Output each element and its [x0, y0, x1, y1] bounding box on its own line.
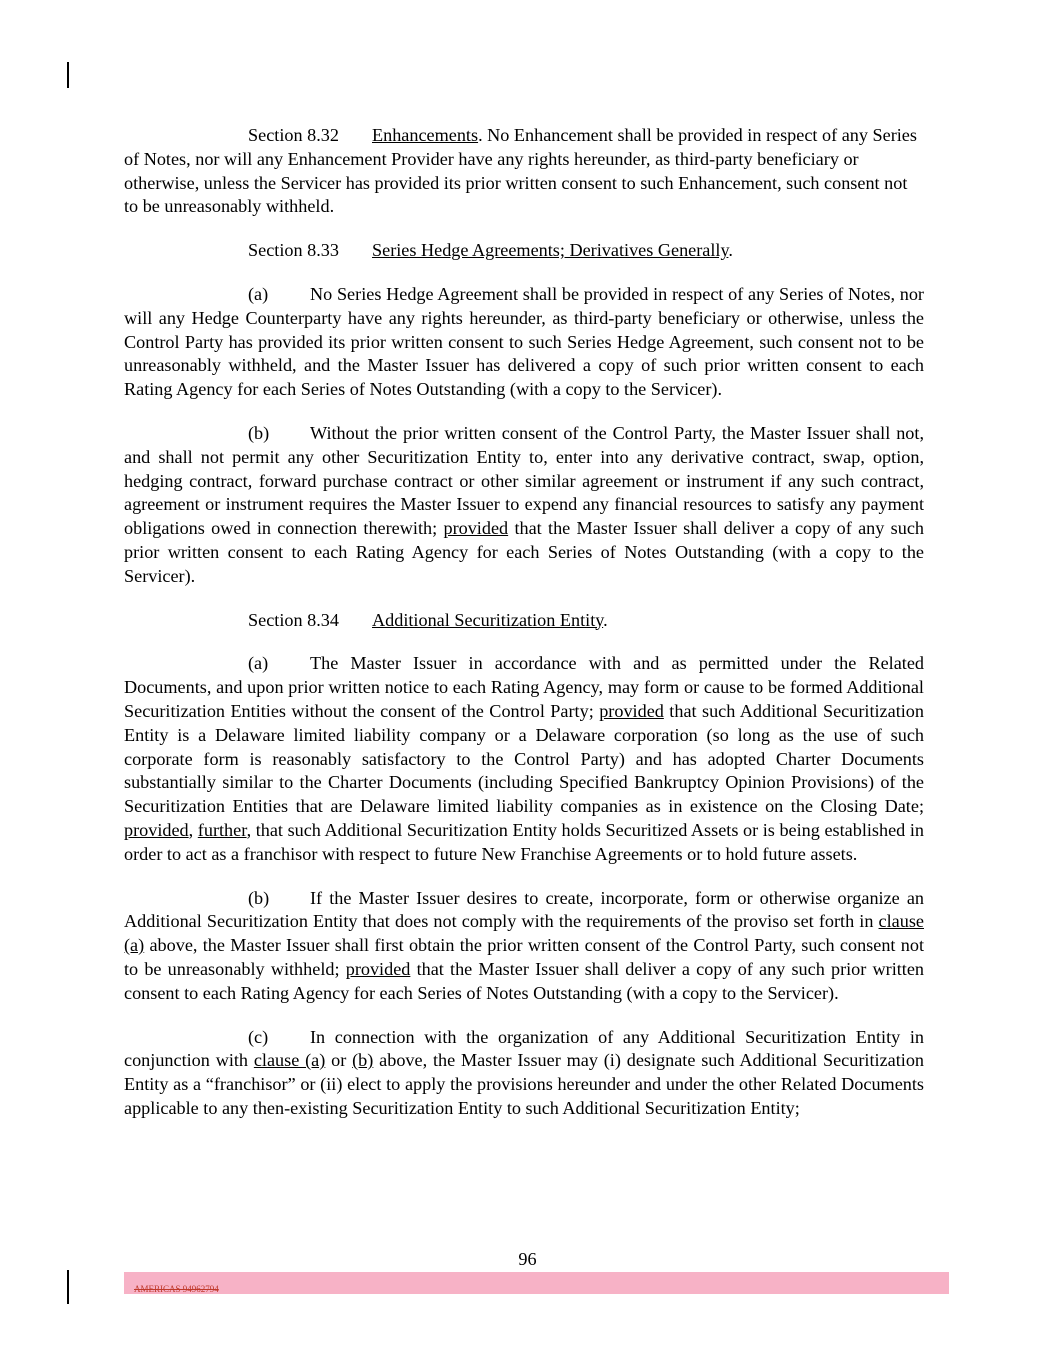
provided-term: provided: [345, 958, 411, 979]
section-title: Additional Securitization Entity: [372, 609, 604, 630]
paragraph-text: above, the Master Issuer shall first obtain the prior written consent of the Control Party, such consent not to be unreasonably withheld;: [124, 935, 925, 979]
paragraph-text: The Master Issuer in accordance with and as permitted under the Related Documents, and upon prior written notice to each Rating Agency, may form or cause to be formed Additional Securitization Entities without the consent of the Control Party;: [124, 653, 924, 721]
paragraph-label: (b): [248, 887, 270, 908]
paragraph-text: In connection with the organization of any Additional Securitization Entity in conjunction with: [124, 1026, 924, 1071]
section-number: Section 8.33: [248, 240, 339, 261]
section-number: Section 8.32: [248, 125, 339, 145]
paragraph-8-34-a: (a) The Master Issuer in accordance with and as permitted under the Related Documents, and upon prior written notice to each Rating Agency, may form or cause to be formed Additional Securitization Entities without the consent of the Control Party; provided that such Additional Securitization Entity is a Delaware limited liability company or a Delaware corporation (so long as the use of such corporate form is reasonably satisfactory to the Control Party) and has adopted Charter Documents substantially similar to the Charter Documents (including Specified Bankruptcy Opinion Provisions) of the Securitization Entities that are Delaware limited liability companies as in existence on the Closing Date; provided, further, that such Additional Securitization Entity holds Securitized Assets or is being established in order to act as a franchisor with respect to future New Franchise Agreements or to hold future assets.: [124, 653, 924, 864]
paragraph-text: No Series Hedge Agreement shall be provided in respect of any Series of Notes, nor will any Hedge Counterparty have any rights hereunder, as third-party beneficiary or otherwise, unless the Control Party has provided its prior written consent to such Series Hedge Agreement, such consent not to be unreasonably withheld, and the Master Issuer has delivered a copy of such prior written consent to each Rating Agency for each Series of Notes Outstanding (with a copy to the Servicer).: [124, 283, 924, 400]
section-number: Section 8.34: [248, 609, 339, 630]
paragraph-text: above, the Master Issuer may (i) designate such Additional Securitization Entity as a “franchisor” or (ii) elect to apply the provisions hereunder and under the other Related Documents applicable to any then-existing Securitization Entity to such Additional Securitization Entity;: [124, 1050, 925, 1118]
section-8-34: Section 8.34 Additional Securitization Entity.: [124, 609, 924, 633]
change-bar-top: [67, 62, 69, 88]
provided-term: provided: [443, 518, 509, 539]
section-title: Enhancements: [372, 125, 479, 145]
footer-band: [124, 1272, 949, 1294]
provided-term: provided: [599, 700, 664, 721]
paragraph-label: (a): [248, 653, 269, 674]
paragraph-text: If the Master Issuer desires to create, incorporate, form or otherwise organize an Additional Securitization Entity that does not comply with the requirements of the proviso set forth in: [124, 887, 924, 932]
paragraph-8-34-b: [124, 887, 924, 1006]
paragraph-text: that the Master Issuer shall deliver a copy of any such prior written consent to each Rating Agency for each Series of Notes Outstanding (with a copy to the Servicer).: [124, 958, 925, 1003]
paragraph-8-33-a: [124, 283, 924, 402]
provided-term: provided: [124, 819, 189, 840]
section-title: Series Hedge Agreements; Derivatives Generally: [372, 240, 729, 261]
further-term: further: [197, 819, 247, 840]
document-id: AMERICAS 94962794: [134, 1284, 219, 1294]
paragraph-label: (b): [248, 422, 270, 443]
paragraph-text: Without the prior written consent of the Control Party, the Master Issuer shall not, and shall not permit any other Securitization Entity to, enter into any derivative contract, swap, option, hedging contract, forward purchase contract or other similar agreement or instrument if any such contract, agreement or instrument requires the Master Issuer to expend any financial resources to satisfy any payment obligations owed in connection therewith;: [124, 422, 924, 539]
clause-reference: clause (a): [124, 911, 924, 956]
section-text: . No Enhancement shall be provided in respect of any Series of Notes, nor will any Enhancement Provider have any rights hereunder, as third-party beneficiary or otherwise, unless the Servicer has provided its prior written consent to such Enhancement, such consent not to be unreasonably withheld.: [124, 125, 917, 217]
paragraph-text: that such Additional Securitization Entity holds Securitized Assets or is being established in order to act as a franchisor with respect to future New Franchise Agreements or to hold future assets.: [124, 819, 924, 864]
paragraph-label: (c): [248, 1026, 269, 1047]
clause-reference: clause (a): [253, 1050, 326, 1071]
paragraph-8-33-b: [124, 422, 924, 589]
paragraph-8-34-c: (c) In connection with the organization of any Additional Securitization Entity in conjunction with clause (a) or (b) above, the Master Issuer may (i) designate such Additional Securitization Entity as a “franchisor” or (ii) elect to apply the provisions hereunder and under the other Related Documents applicable to any then-existing Securitization Entity to such Additional Securitization Entity;: [124, 1026, 925, 1118]
change-bar-bottom: [67, 1270, 69, 1304]
page-number: 96: [518, 1249, 537, 1269]
section-8-32: [124, 124, 924, 219]
paragraph-label: (a): [248, 283, 269, 304]
section-8-33: Section 8.33 Series Hedge Agreements; Derivatives Generally.: [124, 239, 924, 263]
paragraph-text: that the Master Issuer shall deliver a copy of any such prior written consent to each Rating Agency for each Series of Notes Outstanding (with a copy to the Servicer).: [124, 518, 925, 586]
document-body: [124, 124, 924, 1141]
clause-reference: (b): [352, 1050, 374, 1071]
paragraph-text: that such Additional Securitization Entity is a Delaware limited liability company or a Delaware corporation (so long as the use of such corporate form is reasonably satisfactory to the Control Party) and has adopted Charter Documents substantially similar to the Charter Documents (including Specified Bankruptcy Opinion Provisions) of the Securitization Entities that are Delaware limited liability companies as in existence on the Closing Date;: [124, 700, 924, 817]
